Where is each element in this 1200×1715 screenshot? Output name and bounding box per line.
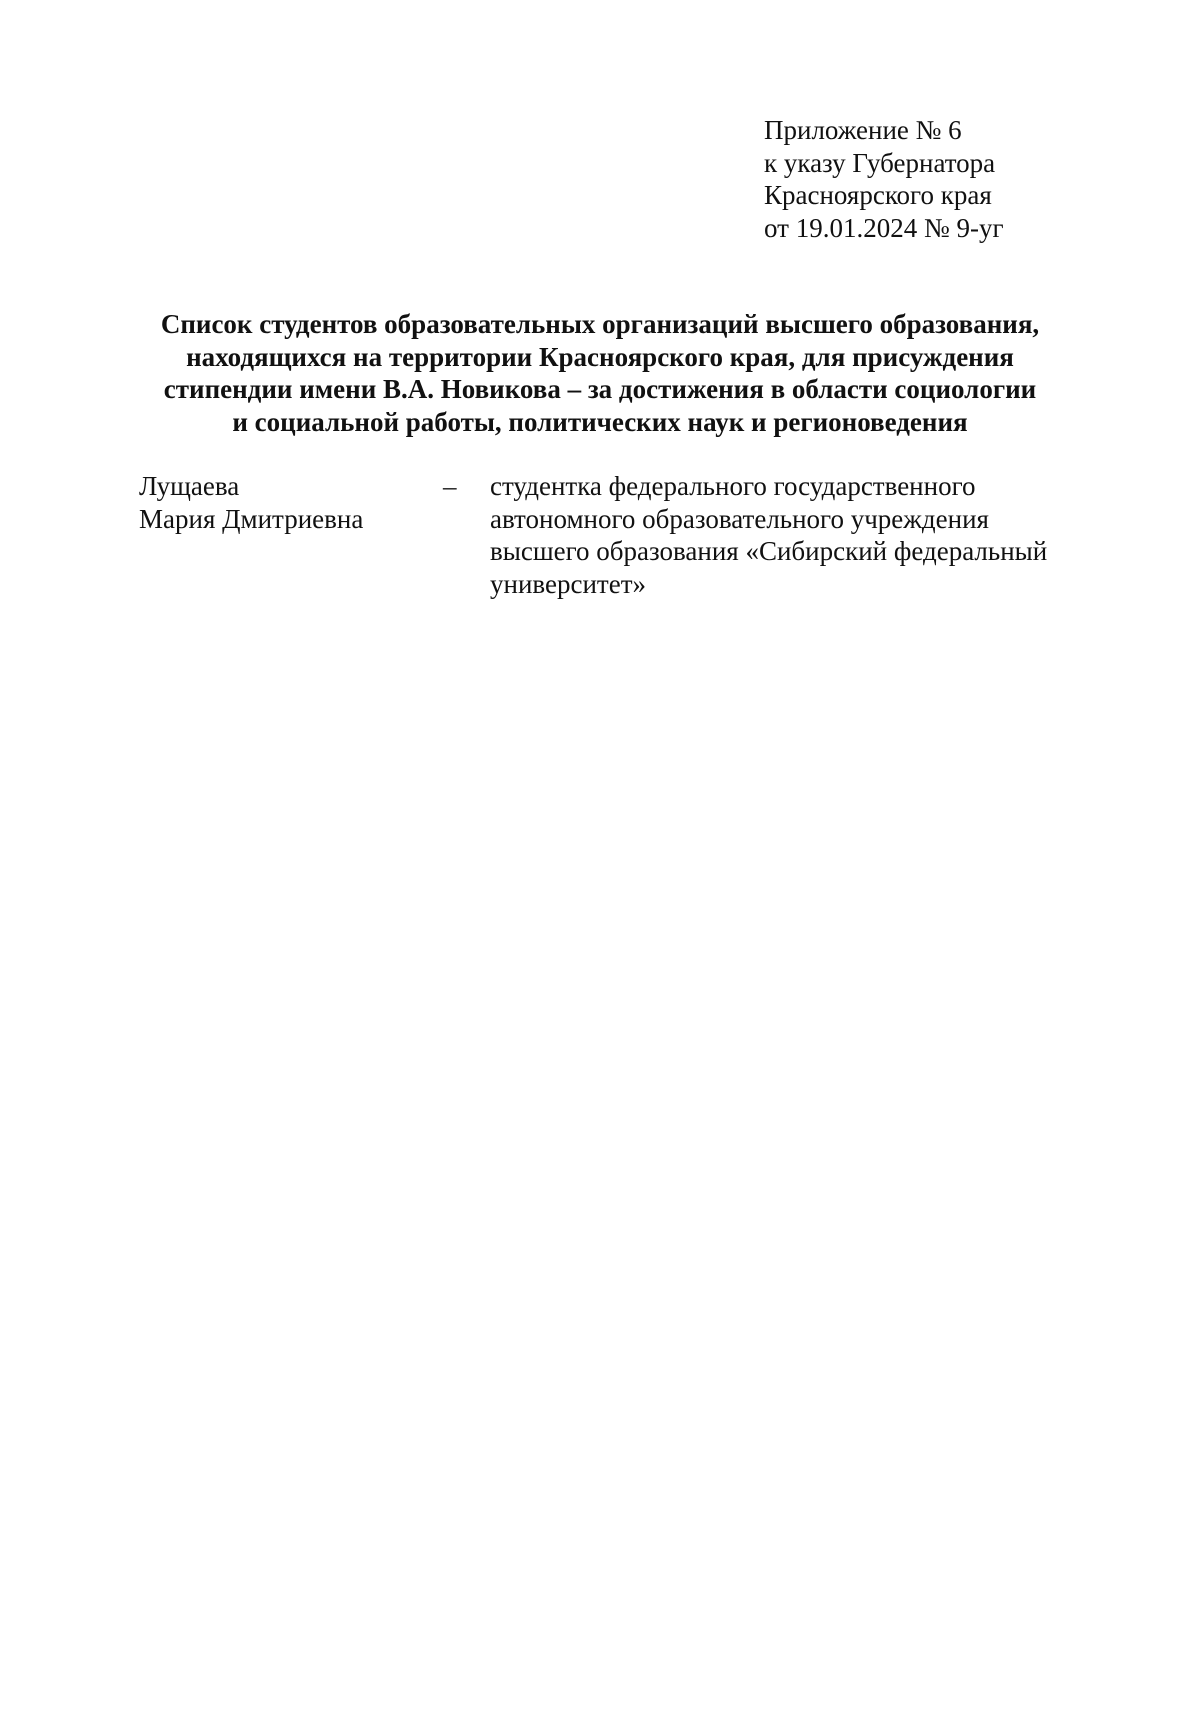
appendix-line: Красноярского края (764, 180, 992, 210)
appendix-line: Приложение № 6 (764, 115, 962, 145)
appendix-line: от 19.01.2024 № 9-уг (764, 212, 1004, 243)
title-line: и социальной работы, политических наук и регионоведения (232, 406, 968, 437)
student-surname: Лущаева (139, 471, 240, 501)
document-title (120, 308, 1080, 438)
student-description (490, 470, 1090, 600)
student-name (139, 470, 439, 535)
appendix-header (764, 114, 1124, 244)
title-line: Список студентов образовательных организаций высшего образования, (160, 309, 1040, 339)
description-line: автономного образовательного учреждения (490, 503, 989, 534)
entry-dash: – (443, 471, 457, 501)
description-line: университет» (490, 568, 646, 599)
appendix-line: к указу Губернатора (764, 147, 996, 178)
description-line: высшего образования «Сибирский федеральный (490, 536, 1048, 566)
title-line: находящихся на территории Красноярского края, для присуждения (186, 341, 1014, 372)
title-line: стипендии имени В.А. Новикова – за достижения в области социологии (163, 374, 1037, 404)
student-entry (0, 470, 1200, 610)
description-line: студентка федерального государственного (490, 471, 976, 501)
student-given-names: Мария Дмитриевна (139, 503, 364, 534)
